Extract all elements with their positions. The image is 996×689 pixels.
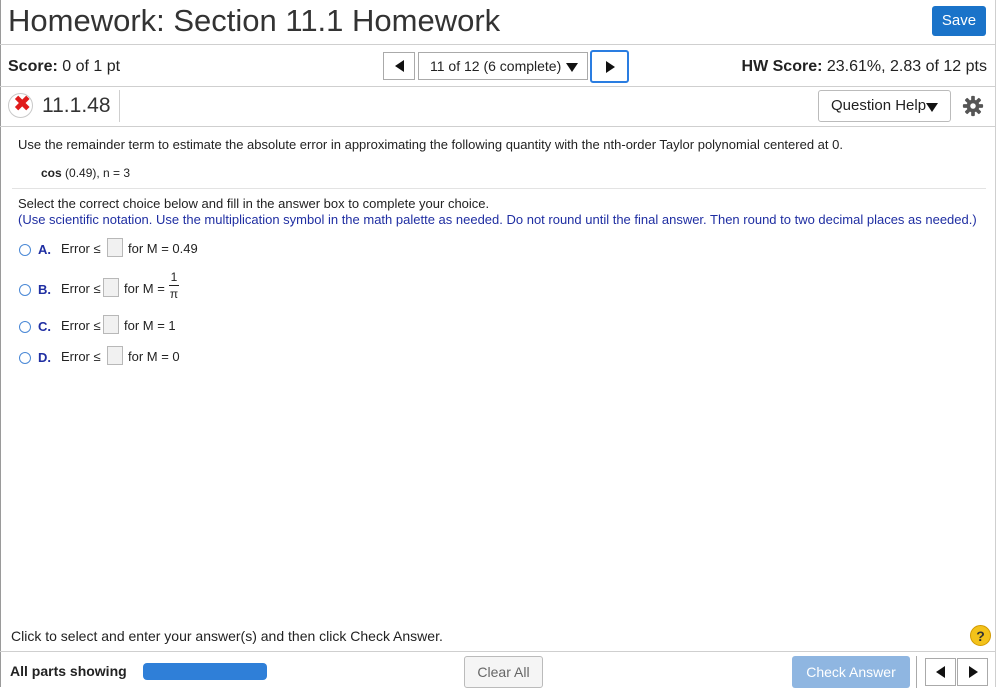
answer-input[interactable] [107, 238, 123, 257]
arrow-left-icon [936, 666, 945, 678]
hw-score [742, 58, 987, 76]
question-help-button[interactable] [818, 90, 951, 122]
score-label: Score: [8, 58, 58, 75]
fraction-denominator: π [169, 287, 179, 301]
answer-input[interactable] [103, 315, 119, 334]
divider [0, 44, 996, 45]
choice-prefix: Error ≤ [61, 281, 101, 296]
choice-suffix: for M = 0.49 [128, 241, 198, 256]
next-question-button[interactable] [590, 50, 629, 83]
choice-prefix: Error ≤ [61, 241, 101, 256]
fraction [167, 270, 181, 301]
progress-bar [143, 663, 267, 680]
divider [0, 651, 996, 652]
answer-input[interactable] [107, 346, 123, 365]
choice-letter: D. [38, 350, 51, 365]
choice-suffix: for M = 1 [124, 318, 176, 333]
answer-instructions: (Use scientific notation. Use the multiplication symbol in the math palette as needed. Do not round until the final answer. Then round to two decimal places as needed.) [18, 212, 977, 227]
question-prompt: Use the remainder term to estimate the absolute error in approximating the following quantity with the nth-order Taylor polynomial centered at 0. [18, 137, 843, 152]
radio-button[interactable] [19, 244, 31, 256]
choice-suffix: for M = 0 [128, 349, 180, 364]
footer-hint: Click to select and enter your answer(s) and then click Check Answer. [11, 628, 443, 644]
score [8, 58, 120, 76]
choice-letter: B. [38, 282, 51, 297]
divider [12, 188, 986, 189]
arrow-left-icon [395, 60, 404, 72]
previous-question-button[interactable] [925, 658, 956, 686]
radio-button[interactable] [19, 352, 31, 364]
arrow-right-icon [606, 61, 615, 73]
question-help-label: Question Help [831, 97, 927, 114]
question-expression [41, 166, 130, 180]
choice-letter: C. [38, 319, 51, 334]
all-parts-label: All parts showing [10, 663, 127, 679]
radio-button[interactable] [19, 321, 31, 333]
choice-prefix: Error ≤ [61, 349, 101, 364]
clear-all-button[interactable]: Clear All [464, 656, 543, 688]
arrow-right-icon [969, 666, 978, 678]
expression-value: (0.49), n = 3 [65, 166, 131, 180]
select-instruction: Select the correct choice below and fill in the answer box to complete your choice. [18, 196, 490, 211]
question-select-value: 11 of 12 (6 complete) [430, 58, 562, 74]
choice-letter: A. [38, 242, 51, 257]
check-answer-button[interactable]: Check Answer [792, 656, 910, 688]
answer-input[interactable] [103, 278, 119, 297]
divider [0, 126, 996, 127]
question-number: 11.1.48 [42, 94, 111, 117]
save-button[interactable]: Save [932, 6, 986, 36]
expression-function: cos [41, 166, 62, 180]
divider [0, 86, 996, 87]
page-title: Homework: Section 11.1 Homework [8, 3, 501, 38]
incorrect-icon: ✖ [8, 93, 33, 118]
fraction-numerator: 1 [170, 270, 178, 284]
radio-button[interactable] [19, 284, 31, 296]
previous-question-button[interactable] [383, 52, 415, 80]
next-question-button[interactable] [957, 658, 988, 686]
score-value: 0 of 1 pt [62, 58, 121, 75]
hw-score-label: HW Score: [741, 58, 823, 75]
divider [119, 90, 120, 122]
chevron-down-icon [926, 103, 938, 112]
gear-icon[interactable] [962, 95, 984, 117]
help-icon[interactable]: ? [970, 625, 991, 646]
question-select[interactable] [418, 52, 588, 80]
choice-prefix: Error ≤ [61, 318, 101, 333]
divider [916, 656, 917, 688]
choice-suffix: for M = [124, 281, 165, 296]
chevron-down-icon [566, 63, 578, 72]
hw-score-value: 23.61%, 2.83 of 12 pts [826, 58, 987, 75]
